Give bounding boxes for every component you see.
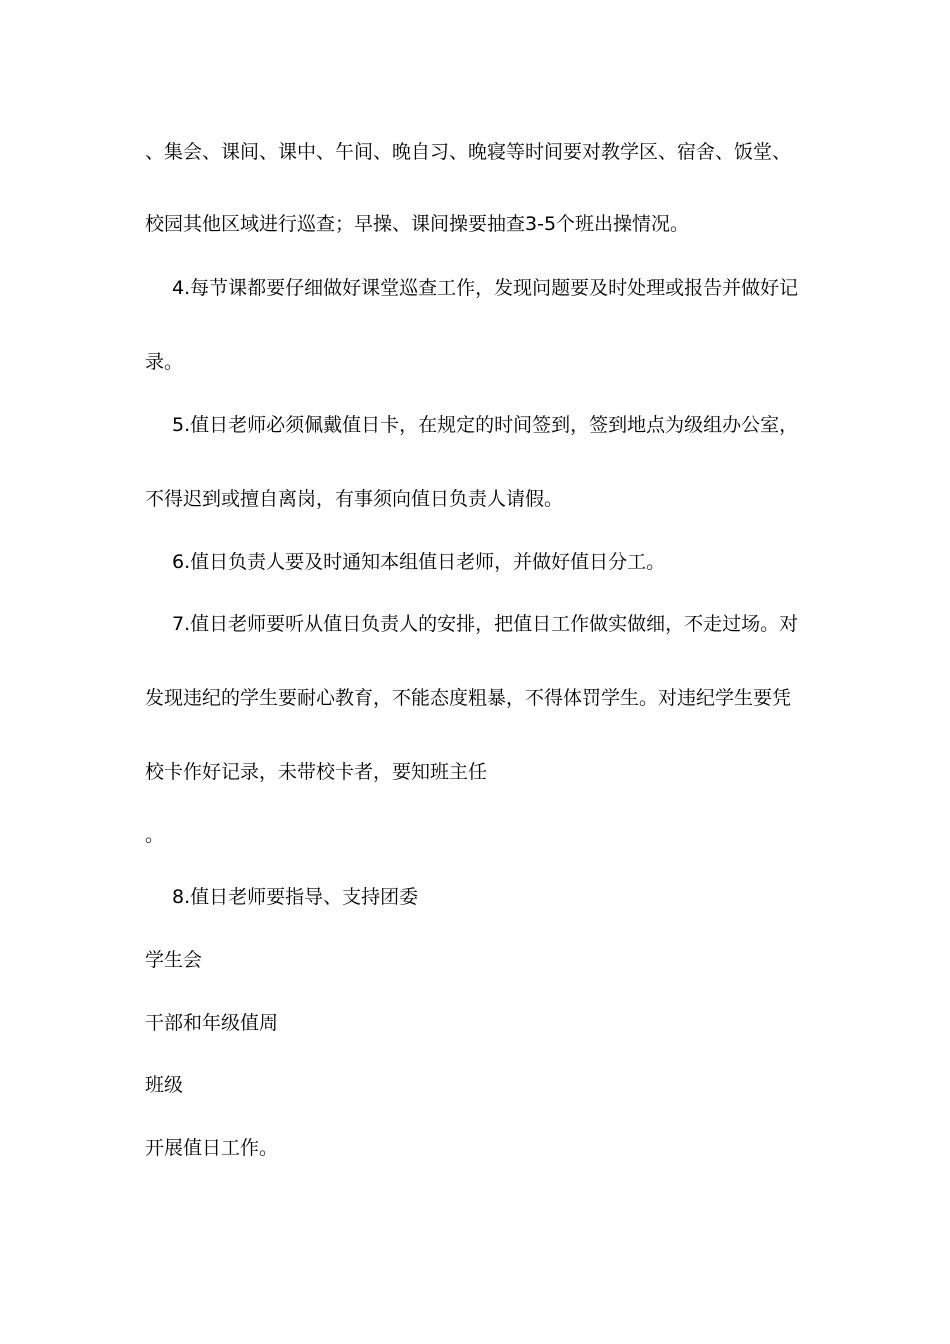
item-8-line-3: 干部和年级值周 [145,1012,279,1034]
item-8-line-2: 学生会 [145,949,203,971]
item-7-line-2: 发现违纪的学生要耐心教育，不能态度粗暴，不得体罚学生。对违纪学生要凭 [145,687,792,709]
item-4-line-2: 录。 [145,351,184,373]
item-8-line-1: 8.值日老师要指导、支持团委 [172,886,419,908]
item-5-line-2: 不得迟到或擅自离岗，有事须向值日负责人请假。 [145,488,564,510]
item-5-line-1: 5.值日老师必须佩戴值日卡，在规定的时间签到，签到地点为级组办公室， [172,414,799,436]
item-7-line-4: 。 [145,824,165,846]
item-7-line-1: 7.值日老师要听从值日负责人的安排，把值日工作做实做细，不走过场。对 [172,613,799,635]
text-line-2: 校园其他区域进行巡查；早操、课间操要抽查3-5个班出操情况。 [145,213,690,235]
item-8-line-5: 开展值日工作。 [145,1137,279,1159]
item-8-line-4: 班级 [145,1074,184,1096]
text-line-1: 、集会、课间、课中、午间、晚自习、晚寝等时间要对教学区、宿舍、饭堂、 [145,141,792,163]
item-6-line-1: 6.值日负责人要及时通知本组值日老师，并做好值日分工。 [172,551,666,573]
item-7-line-3: 校卡作好记录，未带校卡者，要知班主任 [145,761,488,783]
item-4-line-1: 4.每节课都要仔细做好课堂巡查工作，发现问题要及时处理或报告并做好记 [172,277,799,299]
